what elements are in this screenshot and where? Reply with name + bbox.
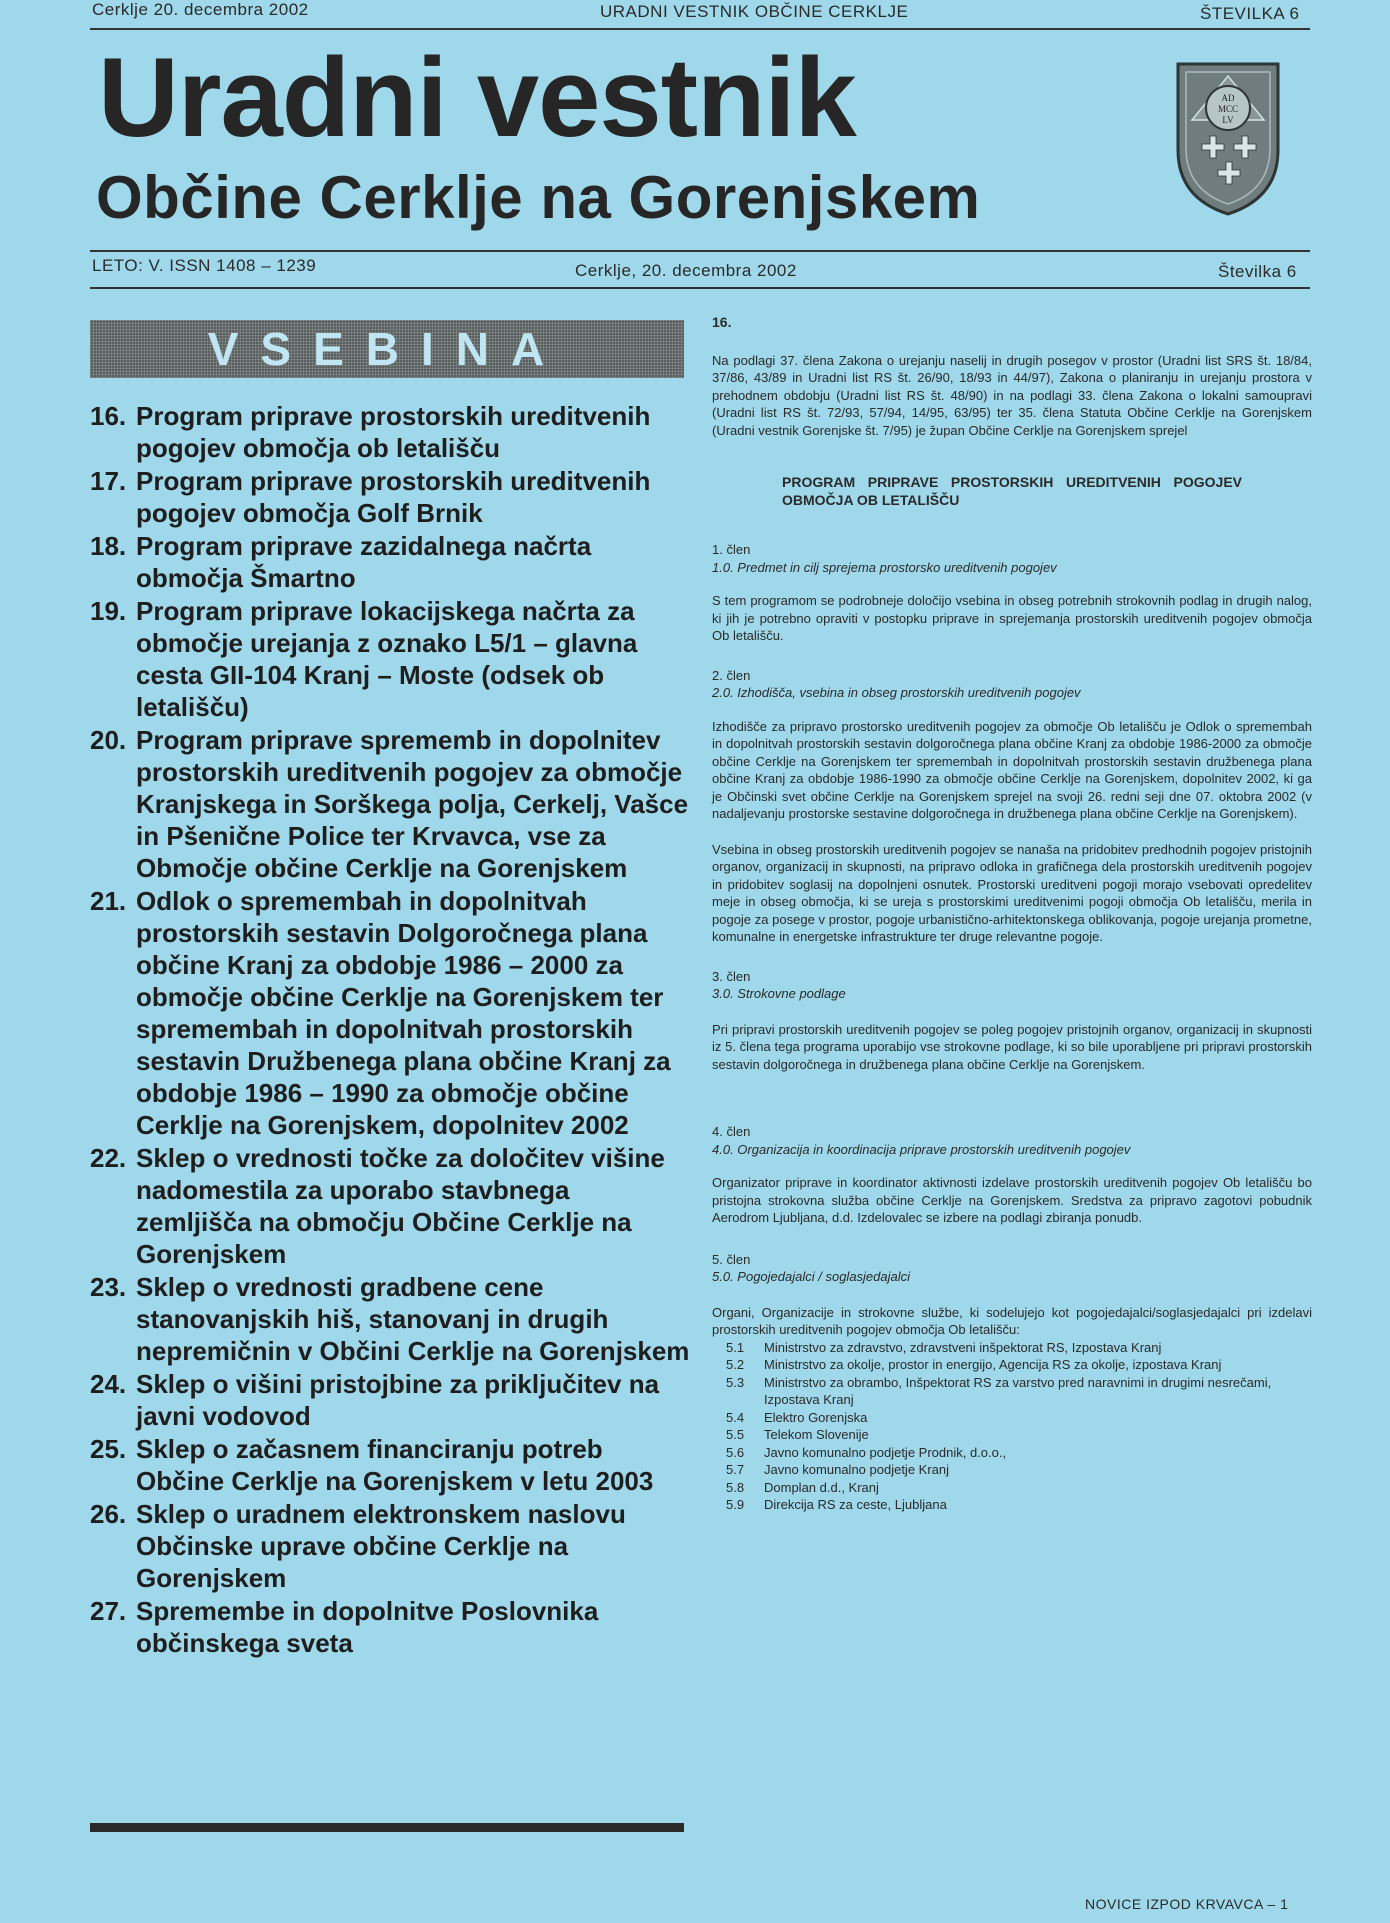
list-item-text: Javno komunalno podjetje Kranj [764, 1462, 950, 1477]
toc-item-number: 27. [90, 1596, 127, 1626]
coat-of-arms-icon [1172, 58, 1284, 218]
toc-item-title: Odlok o spremembah in dopolnitvah prostorskih sestavin Dolgoročnega plana občine Kranj za obdobje 1986 – 2000 za območje občine Cerklje na Gorenjskem ter spremembah in dopolnitvah prostorskih sestavin Družbenega plana občine Kranj za obdobje 1986 – 1990 za območje občine Cerklje na Gorenjskem, dopolnitev 2002 [136, 886, 671, 1140]
clen-paragraph: Izhodišče za pripravo prostorsko ureditvenih pogojev za območje Ob letališču je Odlok o spremembah in dopolnitvah prostorskih sestavin dolgoročnega plana občine Kranj za obdobje 1986-2000 za območje občine Cerklje na Gorenjskem ter spremembah in dopolnitvah prostorskih sestavin družbenega plana občine Kranj za obdobje 1986-1990 za območje občine Cerklje na Gorenjskem, dopolnitev 2002, ki ga je Občinski svet občine Cerklje na Gorenjskem sprejel na svoji 26. redni seji dne 07. oktobra 2002 (v nadaljevanju prostorske sestavine dolgoročnega in družbenega plana občine Cerklje na Gorenjskem). [712, 718, 1312, 821]
toc-item [90, 1433, 690, 1497]
list-item-number: 5.9 [726, 1497, 745, 1512]
running-header-issue: ŠTEVILKA 6 [1200, 4, 1300, 23]
clen-label: 2. člen [712, 667, 751, 683]
toc-item [90, 530, 690, 594]
clen-paragraph: Vsebina in obseg prostorskih ureditvenih pogojev se nanaša na pridobitev predhodnih pogojev pristojnih organov, organizacij in skupnosti, na pripravo odloka in grafičnega dela prostorskih ureditvenih pogojev in pridobitev soglasij na dopolnjeni osnutek. Prostorski ureditveni pogoji morajo vsebovati opredelitev meje in obseg območja, ki se ureja s prostorskimi ureditvenimi pogoji območja Ob letališču, merila in pogoje za posege v prostor, pogoje urbanistično-arhitektonskega oblikovanja, pogoje urejanja prometne, komunalne in energetske infrastrukture ter druge relevantne pogoje. [712, 841, 1312, 944]
toc-item-number: 25. [90, 1434, 127, 1464]
list-item [712, 1444, 1312, 1462]
list-item [712, 1426, 1312, 1444]
toc-item [90, 724, 690, 884]
masthead-subtitle: Občine Cerklje na Gorenjskem [96, 164, 981, 231]
pogojedajalci-list [712, 1339, 1312, 1514]
list-item [712, 1339, 1312, 1357]
list-item-number: 5.2 [726, 1357, 745, 1372]
info-rule-top [90, 250, 1310, 252]
page-footer: NOVICE IZPOD KRVAVCA – 1 [1085, 1896, 1289, 1912]
toc-item-number: 16. [90, 401, 127, 431]
toc-item [90, 885, 690, 1141]
contents-banner-text: VSEBINA [207, 323, 567, 375]
list-item-number: 5.7 [726, 1462, 745, 1477]
toc-item [90, 465, 690, 529]
list-item [712, 1356, 1312, 1374]
list-item [712, 1374, 1312, 1409]
toc-item [90, 595, 690, 723]
list-item-text: Direkcija RS za ceste, Ljubljana [764, 1497, 947, 1512]
toc-item-title: Program priprave sprememb in dopolnitev prostorskih ureditvenih pogojev za območje Kranjskega in Sorškega polja, Cerkelj, Vašce in Pšenične Police ter Krvavca, vse za Območje občine Cerklje na Gorenjskem [136, 725, 689, 883]
issue-date: Cerklje, 20. decembra 2002 [575, 261, 797, 280]
crest-text-2: MCC [1217, 104, 1239, 114]
list-item-text: Ministrstvo za zdravstvo, zdravstveni inšpektorat RS, Izpostava Kranj [764, 1339, 1162, 1355]
info-rule-bottom [90, 287, 1310, 289]
toc-item-title: Spremembe in dopolnitve Poslovnika občinskega sveta [136, 1596, 599, 1658]
clen-subtitle: 4.0. Organizacija in koordinacija priprave prostorskih ureditvenih pogojev [712, 1141, 1131, 1157]
table-of-contents [90, 400, 690, 1660]
list-item-text: Ministrstvo za okolje, prostor in energijo, Agencija RS za okolje, izpostava Kranj [764, 1357, 1222, 1372]
clen-label: 5. člen [712, 1251, 751, 1267]
clen-subtitle: 1.0. Predmet in cilj sprejema prostorsko ureditvenih pogojev [712, 559, 1057, 575]
toc-item-title: Program priprave prostorskih ureditvenih pogojev območja ob letališču [136, 401, 651, 463]
list-item-text: Telekom Slovenije [764, 1427, 869, 1442]
clen-paragraph: Pri pripravi prostorskih ureditvenih pogojev se poleg pogojev pristojnih organov, organizacij in skupnosti iz 5. člena tega programa uporabijo vse strokovne podlage, ki so bile uporabljene pri pripravi prostorskih sestavin dolgoročnega in družbenega plana občine Cerklje na Gorenjskem. [712, 1021, 1312, 1072]
list-item [712, 1496, 1312, 1514]
list-item-text: Ministrstvo za obrambo, Inšpektorat RS za varstvo pred naravnimi in drugimi nesrečami, Izpostava Kranj [764, 1374, 1272, 1407]
list-item-number: 5.3 [726, 1374, 745, 1390]
toc-item [90, 1271, 690, 1367]
list-item-number: 5.5 [726, 1427, 745, 1442]
crest-text-1: AD [1221, 93, 1235, 103]
toc-item-title: Sklep o začasnem financiranju potreb Občine Cerklje na Gorenjskem v letu 2003 [136, 1434, 654, 1496]
clen-paragraph: Organizator priprave in koordinator aktivnosti izdelave prostorskih ureditvenih pogojev Ob letališču bo pristojna strokovna služba občine Cerklje na Gorenjskem. Sredstva za pripravo zagotovi pobudnik Aerodrom Ljubljana, d.d. Izdelovalec se izbere na podlagi zbiranja ponudb. [712, 1175, 1312, 1225]
toc-item-title: Sklep o višini pristojbine za priključitev na javni vodovod [136, 1369, 660, 1431]
toc-item-number: 18. [90, 531, 127, 561]
list-item-number: 5.1 [726, 1339, 745, 1355]
list-item-text: Javno komunalno podjetje Prodnik, d.o.o., [764, 1444, 1007, 1460]
running-header-title: URADNI VESTNIK OBČINE CERKLJE [600, 2, 909, 21]
toc-item [90, 400, 690, 464]
list-item-number: 5.4 [726, 1409, 745, 1425]
running-header-date: Cerklje 20. decembra 2002 [92, 0, 309, 19]
clen-paragraph: Organi, Organizacije in strokovne službe, ki sodelujejo kot pogojedajalci/soglasjedajalci pri izdelavi prostorskih ureditvenih pogojev območja Ob letališču: [712, 1304, 1312, 1337]
toc-item-title: Sklep o vrednosti točke za določitev višine nadomestila za uporabo stavbnega zemljišča na območju Občine Cerklje na Gorenjskem [136, 1143, 665, 1269]
crest-text-3: LV [1222, 115, 1234, 125]
toc-item-number: 22. [90, 1143, 127, 1173]
volume-issn: LETO: V. ISSN 1408 – 1239 [92, 256, 317, 275]
clen-subtitle: 2.0. Izhodišča, vsebina in obseg prostorskih ureditvenih pogojev [712, 685, 1081, 700]
toc-item-title: Program priprave zazidalnega načrta območja Šmartno [136, 531, 592, 593]
toc-item-number: 26. [90, 1499, 127, 1529]
list-item [712, 1461, 1312, 1479]
list-item-text: Domplan d.d., Kranj [764, 1479, 879, 1495]
toc-item-title: Sklep o uradnem elektronskem naslovu Občinske uprave občine Cerklje na Gorenjskem [136, 1499, 626, 1593]
article-heading: PROGRAM PRIPRAVE PROSTORSKIH UREDITVENIH POGOJEV OBMOČJA OB LETALIŠČU [782, 474, 1242, 508]
clen-label: 3. člen [712, 968, 751, 984]
clen-subtitle: 5.0. Pogojedajalci / soglasjedajalci [712, 1269, 911, 1284]
masthead-title: Uradni vestnik [98, 35, 856, 160]
toc-item-title: Program priprave lokacijskega načrta za območje urejanja z oznako L5/1 – glavna cesta GII-104 Kranj – Moste (odsek ob letališču) [136, 596, 638, 722]
list-item-number: 5.8 [726, 1479, 745, 1495]
toc-item-number: 24. [90, 1369, 127, 1399]
toc-item-number: 23. [90, 1272, 127, 1302]
toc-item-number: 21. [90, 886, 127, 916]
toc-item-number: 19. [90, 596, 127, 626]
clen-subtitle: 3.0. Strokovne podlage [712, 986, 846, 1001]
toc-item [90, 1368, 690, 1432]
issue-number: Številka 6 [1218, 262, 1297, 281]
contents-banner [90, 320, 684, 378]
toc-item-number: 20. [90, 725, 127, 755]
toc-item [90, 1595, 690, 1659]
article-intro: Na podlagi 37. člena Zakona o urejanju naselij in drugih posegov v prostor (Uradni list SRS št. 18/84, 37/86, 43/89 in Uradni list RS št. 26/90, 18/93 in 44/97), Zakona o planiranju in urejanju prostora v prehodnem obdobju (Uradni list RS št. 48/90) in na podlagi 33. člena Zakona o lokalni samoupravi (Uradni list RS št. 72/93, 57/94, 14/95, 63/95) ter 35. člena Statuta Občine Cerklje na Gorenjskem (Uradni vestnik Gorenjske št. 7/95) je župan Občine Cerklje na Gorenjskem sprejel [712, 352, 1312, 438]
toc-item-title: Program priprave prostorskih ureditvenih pogojev območja Golf Brnik [136, 466, 651, 528]
toc-item-title: Sklep o vrednosti gradbene cene stanovanjskih hiš, stanovanj in drugih nepremičnin v Občini Cerklje na Gorenjskem [136, 1272, 690, 1366]
toc-item [90, 1498, 690, 1594]
clen-paragraph: S tem programom se podrobneje določijo vsebina in obseg potrebnih strokovnih podlag in drugih nalog, ki jih je potrebno opraviti v postopku priprave in sprejemanja prostorskih ureditvenih pogojev območja Ob letališču. [712, 593, 1312, 643]
clen-label: 1. člen [712, 542, 751, 557]
article-column [712, 314, 1312, 1514]
list-item [712, 1409, 1312, 1427]
article-number: 16. [712, 314, 732, 330]
list-item [712, 1479, 1312, 1497]
header-rule [90, 28, 1310, 30]
toc-item [90, 1142, 690, 1270]
toc-item-number: 17. [90, 466, 127, 496]
list-item-text: Elektro Gorenjska [764, 1409, 868, 1425]
contents-bottom-bar [90, 1823, 684, 1832]
list-item-number: 5.6 [726, 1444, 745, 1460]
clen-label: 4. člen [712, 1124, 751, 1139]
